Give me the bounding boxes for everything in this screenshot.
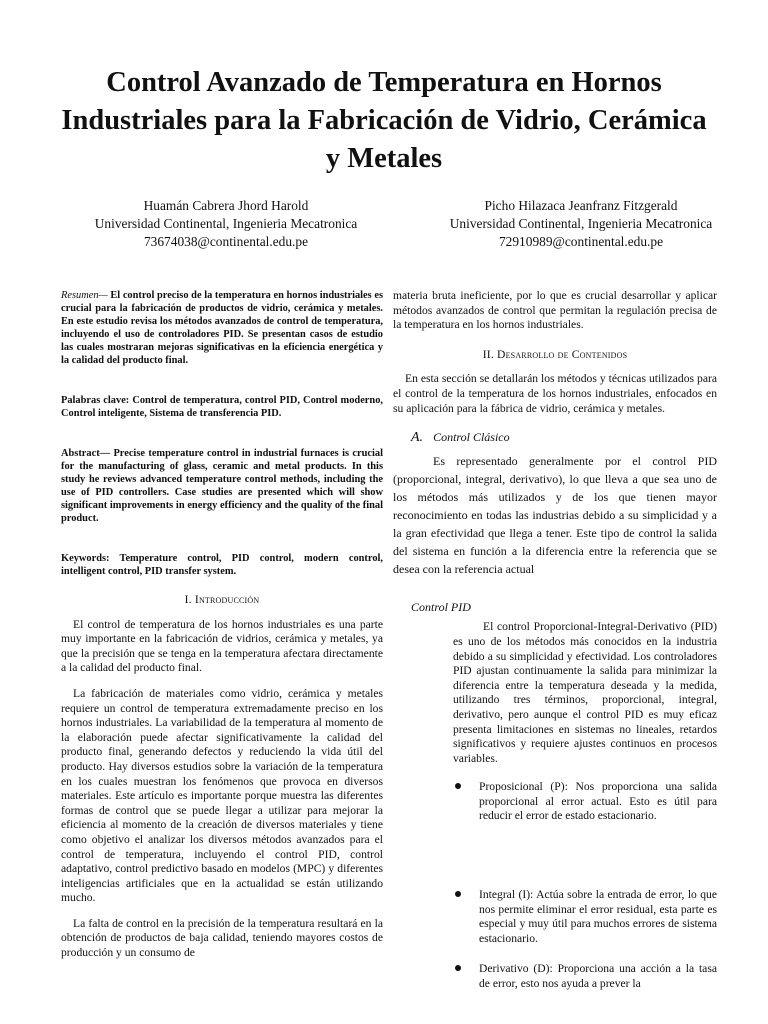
intro-paragraph-3: La falta de control en la precisión de la temperatura resultará en la obtención de productos de baja calidad, teniendo mayores costos de producción y un consumo de — [61, 916, 383, 960]
author-name: Huamán Cabrera Jhord Harold — [143, 198, 309, 213]
resumen-text: El control preciso de la temperatura en hornos industriales es crucial para la fabricación de productos de vidrio, cerámica y metales. En este estudio revisa los métodos avanzados de control de temperatura, incluyendo el uso de controladores PID. Se presentan casos de estudio las cuales mostraran mejoras significativas en la eficiencia energética y la calidad del producto final. — [61, 290, 383, 366]
list-item-text: Proposicional (P): Nos proporciona una salida proporcional al error actual. Esto es útil para reducir el error de estado estacionario. — [479, 780, 717, 823]
left-column — [61, 289, 383, 961]
abstract: Abstract— Precise temperature control in industrial furnaces is crucial for the manufacturing of glass, ceramic and metal products. In this study he reviews advanced temperature control methods, including the use of PID controllers. Case studies are presented which will show significant improvements in energy efficiency and the quality of the final product. — [61, 448, 383, 524]
right-column — [393, 289, 717, 992]
keywords: Keywords: Temperature control, PID control, modern control, intelligent control, PID transfer system. — [61, 553, 383, 577]
list-item — [453, 888, 717, 946]
continued-paragraph: materia bruta ineficiente, por lo que es crucial desarrollar y aplicar métodos avanzados de control que permitan la regulación precisa de la temperatura en los hornos industriales. — [393, 289, 717, 332]
list-item — [453, 962, 717, 991]
author-affiliation: Universidad Continental, Ingenieria Mecatronica — [449, 216, 713, 231]
control-pid-body — [453, 620, 717, 766]
control-pid-paragraph: El control Proporcional-Integral-Derivativo (PID) es uno de los métodos más conocidos en la industria debido a su simplicidad y efectividad. Los controladores PID ajustan continuamente la salida para minimizar la diferencia entre la temperatura deseada y la medida, utilizando tres términos, proporcional, integral, derivativo, pero aunque el control PID es muy eficaz presenta limitaciones en sistemas no lineales, retardos significativos y requiere ajustes continuos en procesos variables. — [453, 620, 717, 765]
subsection-heading-control-pid: Control PID — [411, 599, 471, 614]
author-name: Picho Hilazaca Jeanfranz Fitzgerald — [484, 198, 678, 213]
palabras-clave: Palabras clave: Control de temperatura, control PID, Control moderno, Control inteligente, Sistema de transferencia PID. — [61, 395, 383, 419]
list-item-text: Derivativo (D): Proporciona una acción a la tasa de error, esto nos ayuda a prever la — [479, 962, 717, 991]
author-email: 72910989@continental.edu.pe — [498, 234, 664, 249]
control-clasico-paragraph: Es representado generalmente por el control PID (proporcional, integral, derivativo), lo que lleva a que sea uno de los métodos más utilizados y de los que tienen mayor reconocimiento en todas las industrias debido a su simplicidad y a la gran efectividad que llega a tener. Este tipo de control la salida del sistema en función a la diferencia entre la referencia que se desea con la referencia actual — [393, 453, 717, 576]
author-block-2 — [416, 197, 746, 251]
paper-title: Control Avanzado de Temperatura en Hornos Industriales para la Fabricación de Vidrio, Cerámica y Metales — [61, 67, 707, 174]
pid-terms-list — [453, 780, 717, 991]
author-block-1 — [61, 197, 391, 251]
bullet-icon — [455, 783, 461, 789]
intro-paragraph-2: La fabricación de materiales como vidrio, cerámica y metales requiere un control de temperatura extremadamente preciso en los hornos industriales. La variabilidad de la temperatura al momento de la elaboración puede afectar significativamente la calidad del producto final, generando defectos y reduciendo la vida útil del producto. Hay diversos estudios sobre la variación de la temperatura en los cuales muestran los fenómenos que provoca en diversos materiales. Este artículo es importante porque muestra las diferentes formas de control que se puede llegar a utilizar para mejorar la eficiencia al momento de la creación de diversos materiales y tiene como objetivo el analizar los diversos métodos avanzados para el control de temperatura, incluyendo el control PID, control adaptativo, control predictivo basado en modelos (MPC) y diferentes inteligencias artificiales que en la actualidad se están utilizando mucho. — [61, 686, 383, 905]
bullet-icon — [455, 891, 461, 897]
resumen-lead: Resumen— — [61, 290, 108, 301]
resumen — [61, 289, 383, 367]
intro-paragraph-1: El control de temperatura de los hornos industriales es una parte muy importante en la fabricación de vidrios, cerámica y metales, ya que la precisión que se tenga en la temperatura afectara directamente a la calidad del producto final. — [61, 617, 383, 675]
author-email: 73674038@continental.edu.pe — [143, 234, 309, 249]
author-affiliation: Universidad Continental, Ingenieria Mecatronica — [94, 216, 358, 231]
subsection-heading-control-clasico — [393, 430, 717, 446]
section-heading-introduccion: I. Introducción — [184, 593, 260, 606]
desarrollo-paragraph: En esta sección se detallarán los métodos y técnicas utilizados para el control de la temperatura de los hornos industriales, enfocados en su aplicación para la fábrica de vidrio, cerámica y metales. — [393, 372, 717, 415]
list-item-text: Integral (I): Actúa sobre la entrada de error, lo que nos permite eliminar el error residual, esta parte es especial y muy útil para muchos errores de sistema estacionario. — [479, 888, 717, 945]
subsection-letter: A. — [411, 430, 424, 446]
bullet-icon — [455, 965, 461, 971]
section-heading-desarrollo: II. Desarrollo de Contenidos — [482, 347, 628, 361]
list-item — [453, 780, 717, 824]
subsection-title: Control Clásico — [433, 430, 510, 445]
